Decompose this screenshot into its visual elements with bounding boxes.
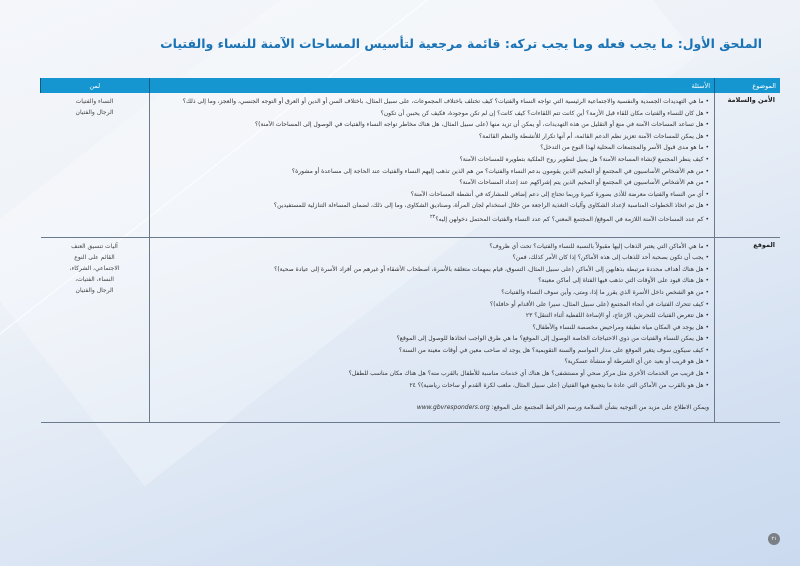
question-item: • ما هو مدى قبول الأسر والمجتمعات المحلية لهذا النوع من التدخل؟ (155, 142, 710, 154)
question-item (155, 212, 710, 226)
table-row-location (41, 237, 781, 423)
question-item: • هل يمكن للمساحات الآمنة تعزيز نظم الدعم القائمة، أم أنها تكرار للأنشطة والنظم القائمة؟ (155, 131, 710, 143)
topic-cell: الأمن والسلامة (715, 93, 781, 237)
table-row-safety (41, 93, 781, 237)
question-item: • هل هناك قيود على الأوقات التي تذهب فيها الفتاة إلى أماكن معينة؟ (155, 275, 710, 287)
page-number-badge: ٢١ (768, 533, 780, 545)
question-item: • أي من النساء والفتيات معرضة للأذى بصورة كبيرة وربما تحتاج إلى دعم إضافي للمشاركة في أنشطة المساحات الآمنة؟ (155, 189, 710, 201)
question-item: • كيف تتحرك الفتيات في أنحاء المجتمع (على سبيل المثال، سيرا على الأقدام أو حافلة)؟ (155, 299, 710, 311)
question-item: • هل تتعرض الفتيات للتحرش، الإزعاج، أو الإساءة اللفظية أثناء التنقل؟ ٢٣ (155, 310, 710, 322)
header-who: لمن (41, 78, 150, 93)
table-header-row (41, 78, 781, 93)
topic-cell: الموقع (715, 237, 781, 423)
question-list (155, 241, 710, 392)
question-item: • يجب أن تكون بصحبة أحد للذهاب إلى هذه الأماكن؟ إذا كان الأمر كذلك، فمن؟ (155, 252, 710, 264)
who-line: الرجال والفتيان (75, 109, 114, 116)
who-line: الرجال والفتيان (75, 286, 114, 294)
question-item: • هل قريب من الخدمات الأخرى مثل مركز صحي أو مستشفى؟ هل هناك أي خدمات مناسبة للأطفال بالقرب منه؟ هل هناك مكان مناسب للطفل؟ (155, 368, 710, 380)
question-item: • هل هو بالقرب من الأماكن التي عادة ما يتجمع فيها الفتيان (على سبيل المثال، ملعب لكرة القدم أو ساحات رياضية)؟ ٢٤ (155, 380, 710, 392)
question-item: • من هم الأشخاص الأساسيون في المجتمع أو المخيم الذين يقومون بدعم النساء والفتيات؟ من هم الذين تذهب إليهم النساء والفتيات عند الحاجة إلى مساعدة أو مشورة؟ (155, 166, 710, 178)
footnote-marker: ٢٢ (429, 213, 436, 220)
who-line: آليات تنسيق العنف (71, 242, 118, 250)
question-item: • هل تساعد المساحات الآمنة في منع أو التقليل من هذه التهديدات، أو يمكن أن تزيد منها (على سبيل المثال، هل هناك مخاطر تواجه النساء والفتيات في الوصول إلى المساحات الآمنة)؟ (155, 119, 710, 131)
further-guidance-note (155, 403, 710, 413)
checklist-table (40, 78, 780, 423)
page-title: الملحق الأول: ما يجب فعله وما يجب تركه: قائمة مرجعية لتأسيس المساحات الآمنة للنساء والفتيات (160, 36, 762, 51)
who-line: النساء، الفتيات، (75, 275, 114, 283)
question-item: • من هم الأشخاص الأساسيون في المجتمع أو المخيم الذين يتم إشراكهم عند إعداد المساحات الآمنة؟ (155, 177, 710, 189)
question-item: • ما هي التهديدات الجسدية والنفسية والاجتماعية الرئيسية التي تواجه النساء والفتيات؟ كيف تختلف باختلاف المجموعات، على سبيل المثال، باختلاف السن أو الدين أو العرق أو التوجه الجنسي، والعجز، وما إلى ذلك؟ (155, 96, 710, 108)
gbvresponders-link[interactable]: www.gbvresponders.org (416, 404, 490, 412)
note-text: ويمكن الاطلاع على مزيد من التوجيه بشأن السلامة ورسم الخرائط المجتمع على الموقع: (491, 404, 709, 412)
who-line: النساء والفتيات (75, 98, 114, 105)
question-item: • هل هناك أهداف محددة مرتبطة بذهابهن إلى الأماكن (على سبيل المثال، التسوق، قيام بمهمات متعلقة بالأسرة، اصطحاب الأشقاء أو غيرهم من أفراد الأسرة إلى عيادة صحية)؟ (155, 264, 710, 276)
header-topic: الموضوع (715, 78, 781, 93)
question-item: • هل تم اتخاذ الخطوات المناسبة لإعداد الشكاوى وآليات التغذية الراجعة من خلال استخدام لجان المرأة، وصناديق الشكاوى، وما إلى ذلك، لضمان المساءلة التنازلية للمستفيدين؟ (155, 200, 710, 212)
question-item: • كيف ينظر المجتمع لإنشاء المساحة الآمنة؟ هل يميل لتطوير روح الملكية بتطويره للمساحات الآمنة؟ (155, 154, 710, 166)
questions-cell (149, 93, 715, 237)
who-line: الاجتماعي، الشركاء، (69, 264, 120, 272)
header-questions: الأسئلة (149, 78, 715, 93)
question-item: • كيف سيكون سوف يتغير الموقع على مدار المواسم والسنة التقويمية؟ هل يوجد له صاحب معين في أوقات معينة من السنة؟ (155, 345, 710, 357)
question-text: كم عدد المساحات الآمنة اللازمة في الموقع/ المجتمع المعني؟ كم عدد النساء والفتيات المحتمل دخولهن إليه؟ (435, 215, 704, 223)
who-line: القائم على النوع (74, 253, 115, 261)
question-item: • من هو الشخص داخل الأسرة الذي يقرر ما إذا، ومتى، وأين سوف النساء والفتيات؟ (155, 287, 710, 299)
questions-cell (149, 237, 715, 423)
who-cell (41, 237, 150, 423)
question-item: • هل يوجد في المكان مياه نظيفة ومراحيض مخصصة للنساء والأطفال؟ (155, 322, 710, 334)
question-item: • هل يمكن للنساء والفتيات من ذوي الاحتياجات الخاصة الوصول إلى الموقع؟ ما هي طرق الواجب اتخاذها للوصول إلى الموقع؟ (155, 333, 710, 345)
question-list (155, 96, 710, 226)
question-item: • هل هو قريب أو بعيد عن أي الشرطة أو منشأة عسكرية؟ (155, 356, 710, 368)
who-cell (41, 93, 150, 237)
question-item: • ما هي الأماكن التي يعتبر الذهاب إليها مقبولاً بالنسبة للنساء والفتيات؟ تحت أي ظروف؟ (155, 241, 710, 253)
question-item: • هل كان للنساء والفتيات مكان للقاء قبل الأزمة؟ أين كانت تتم اللقاءات؟ كيف كانت؟ إن لم تكن موجودة، فكيف كن يحببن أن تكون؟ (155, 108, 710, 120)
